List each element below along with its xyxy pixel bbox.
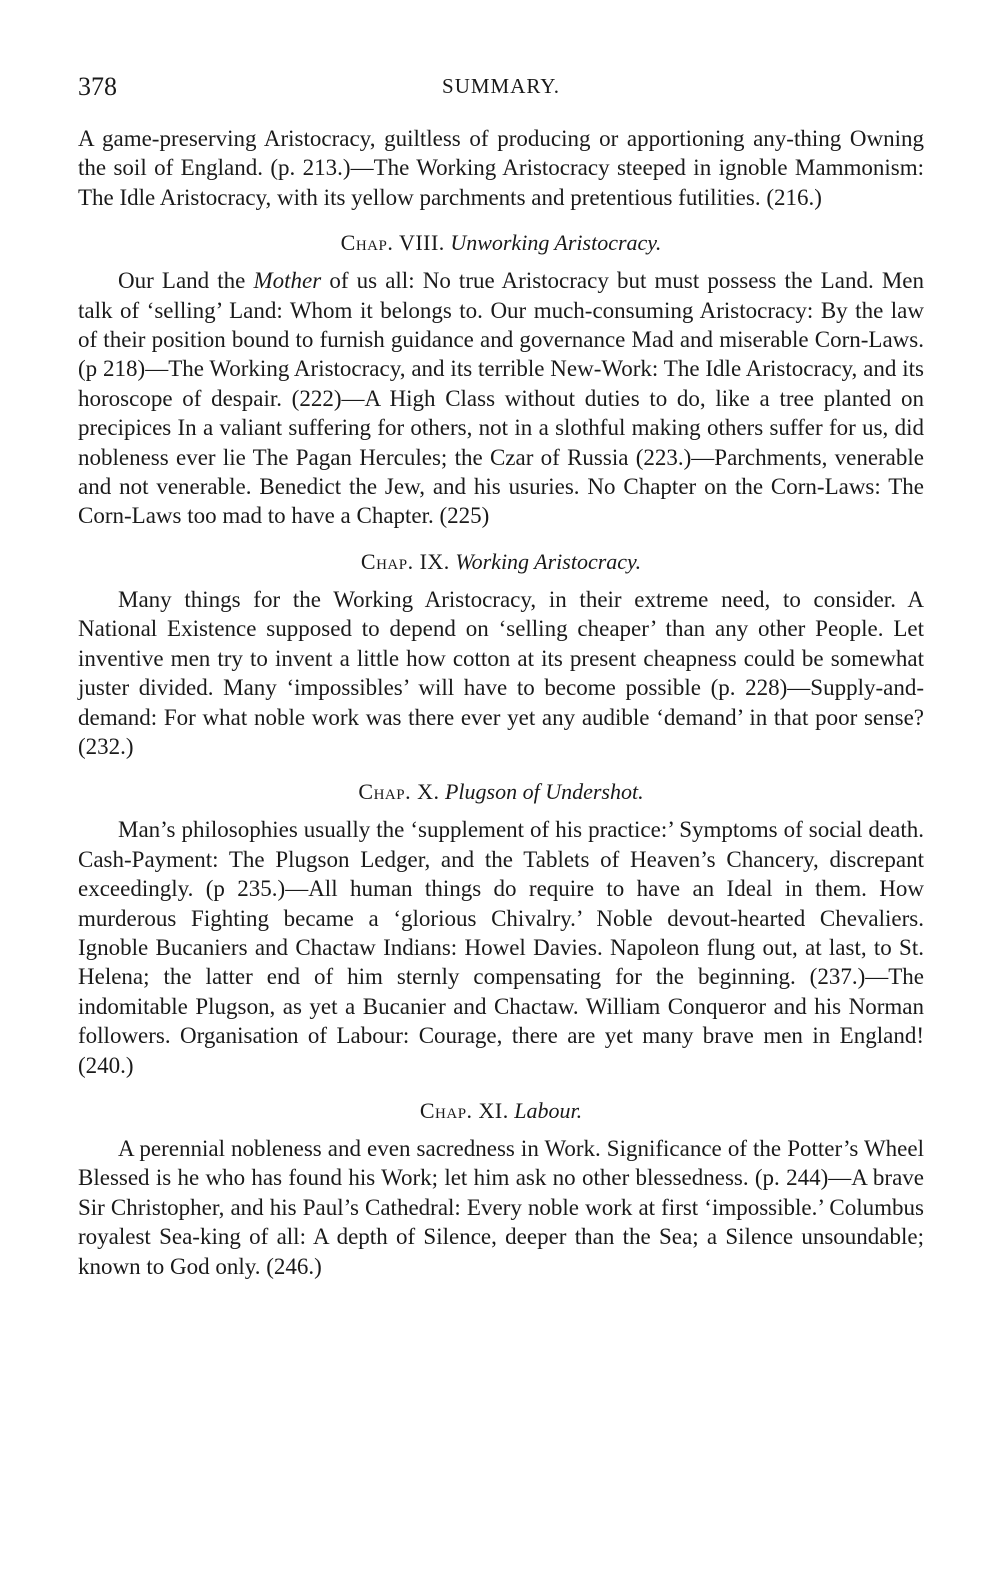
- chapter-title: Plugson of Undershot.: [444, 779, 644, 805]
- chapter-summary-viii: [78, 266, 924, 531]
- chapter-heading-x: [78, 777, 924, 807]
- chapter-label: Chap. VIII.: [340, 230, 445, 256]
- chapter-title: Labour.: [514, 1097, 583, 1123]
- page-number: 378: [78, 72, 117, 101]
- running-title: SUMMARY.: [442, 74, 560, 98]
- chapter-label: Chap. X.: [358, 779, 440, 805]
- chapter-summary-xi: A perennial nobleness and even sacredness in Work. Significance of the Potter’s Wheel Blessed is he who has found his Work; let him ask no other blessedness. (p. 244)—A brave Sir Christopher, and his Paul’s Cathedral: Every noble work at first ‘impossible.’ Columbus royalest Sea-king of all: A depth of Silence, deeper than the Sea; a Silence unsoundable; known to God only. (246.): [78, 1135, 924, 1279]
- chapter-summary-x: Man’s philosophies usually the ‘supplement of his practice:’ Symptoms of social death. Cash-Payment: The Plugson Ledger, and the Tablets of Heaven’s Chancery, discrepant exceedingly. (p 235.)—All human things do require to have an Ideal in them. How murderous Fighting became a ‘glorious Chivalry.’ Noble devout-hearted Chevaliers. Ignoble Bucaniers and Chactaw Indians: Howel Davies. Napoleon flung out, at last, to St. Helena; the latter end of him sternly compensating for the beginning. (237.)—The indomitable Plugson, as yet a Bucanier and Chactaw. William Conqueror and his Norman followers. Organisation of Labour: Courage, there are yet many brave men in England! (240.): [78, 817, 924, 1078]
- chapter-title: Working Aristocracy.: [455, 548, 642, 574]
- book-page: [78, 72, 924, 1281]
- summary-text: Our Land the: [118, 268, 254, 294]
- chapter-label: Chap. XI.: [419, 1097, 509, 1123]
- running-head: [78, 72, 924, 112]
- summary-text: of us all: No true Aristocracy but must possess the Land. Men talk of ‘selling’ Land: Whom it belongs to. Our much-consuming Aristocracy: By the law of their position bound to furnish guidance and governance Mad and miserable Corn-Laws. (p 218)—The Working Aristocracy, and its terrible New-Work: The Idle Aristocracy, and its horoscope of despair. (222)—A High Class without duties to do, like a tree planted on precipices In a valiant suffering for others, not in a slothful making others suffer for us, did nobleness ever lie The Pagan Hercules; the Czar of Russia (223.)—Parchments, venerable and not venerable. Benedict the Jew, and his usuries. No Chapter on the Corn-Laws: The Corn-Laws too mad to have a Chapter. (225): [78, 268, 924, 529]
- chapter-heading-ix: [78, 547, 924, 577]
- intro-paragraph: A game-preserving Aristocracy, guiltless of producing or apportioning any-thing Owning the soil of England. (p. 213.)—The Working Aristocracy steeped in ignoble Mammonism: The Idle Aristocracy, with its yellow parchments and pretentious futilities. (216.): [78, 126, 924, 210]
- chapter-heading-xi: [78, 1096, 924, 1126]
- chapter-summary-ix: Many things for the Working Aristocracy, in their extreme need, to consider. A National Existence supposed to depend on ‘selling cheaper’ than any other People. Let inventive men try to invent a little how cotton at its present cheapness could be somewhat juster divided. Many ‘impossibles’ will have to become possible (p. 228)—Supply-and-demand: For what noble work was there ever yet any audible ‘demand’ in that poor sense? (232.): [78, 586, 924, 759]
- chapter-label: Chap. IX.: [360, 548, 450, 574]
- chapter-title: Unworking Aristocracy.: [450, 230, 662, 256]
- emphasized-word: Mother: [253, 268, 322, 294]
- chapter-heading-viii: [78, 228, 924, 258]
